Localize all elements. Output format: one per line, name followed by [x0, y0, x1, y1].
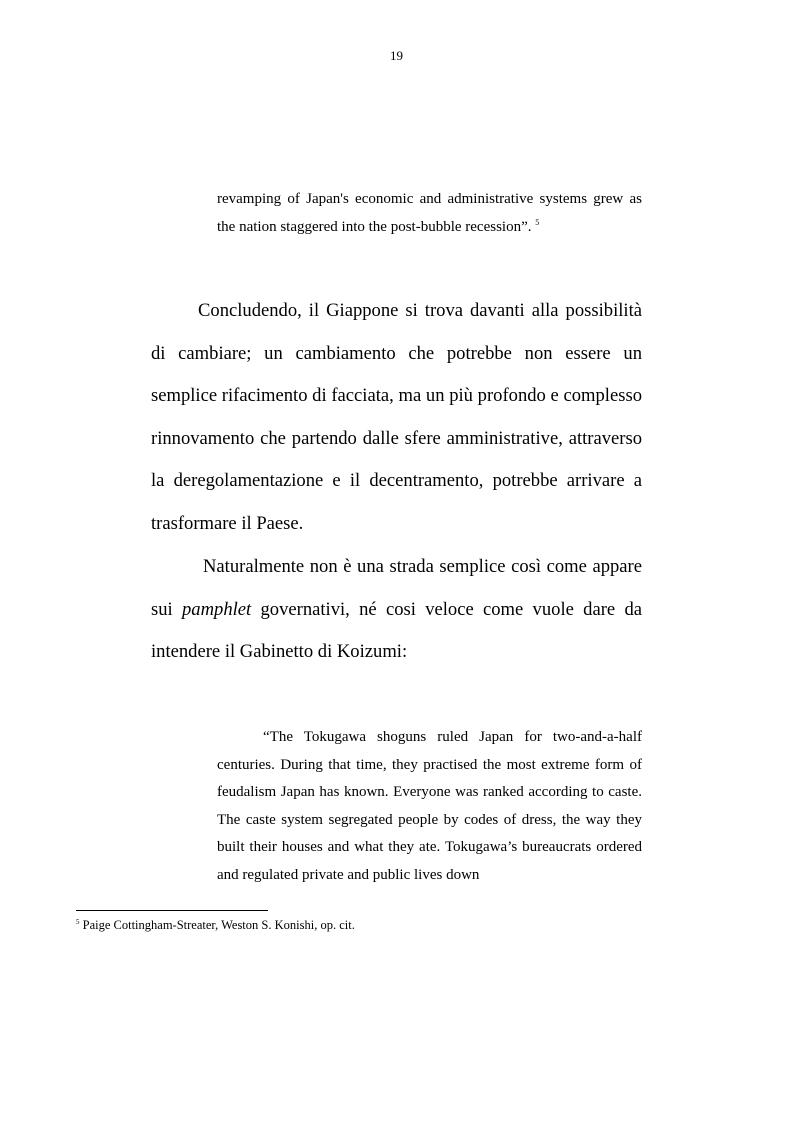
paragraph-naturally: [151, 546, 642, 674]
paragraph-2-after: governativi, né cosi veloce come vuole dare da intendere il Gabinetto di Koizumi:: [151, 598, 642, 663]
paragraph-2-emphasis: pamphlet: [182, 598, 252, 620]
block-quote-tokugawa: [217, 724, 642, 889]
paragraph-1-text: Concludendo, il Giappone si trova davanti alla possibilità di cambiare; un cambiamento che potrebbe non essere un semplice rifacimento di facciata, ma un più profondo e complesso rinnovamento che partendo dalle sfere amministrative, attraverso la deregolamentazione e il decentramento, potrebbe arrivare a trasformare il Paese.: [151, 300, 642, 534]
footnote: [76, 917, 636, 933]
footnote-separator: [76, 910, 268, 911]
block-quote-top: [217, 185, 642, 241]
paragraph-conclusion: [151, 290, 642, 546]
page-number: 19: [390, 48, 403, 63]
quote-bottom-text: “The Tokugawa shoguns ruled Japan for two-and-a-half centuries. During that time, they practised the most extreme form of feudalism Japan has known. Everyone was ranked according to caste. The caste system segregated people by codes of dress, the way they built their houses and what they ate. Tokugawa’s bureaucrats ordered and regulated private and public lives down: [217, 729, 642, 883]
quote-top-text: revamping of Japan's economic and administrative systems grew as the nation staggered into the post-bubble recession”.: [217, 191, 642, 235]
footnote-text: Paige Cottingham-Streater, Weston S. Konishi, op. cit.: [82, 918, 355, 932]
footnote-number: 5: [76, 917, 80, 926]
footnote-reference: 5: [535, 218, 540, 227]
paragraph-2-before: Naturalmente non è una strada semplice così come appare sui: [151, 556, 642, 620]
